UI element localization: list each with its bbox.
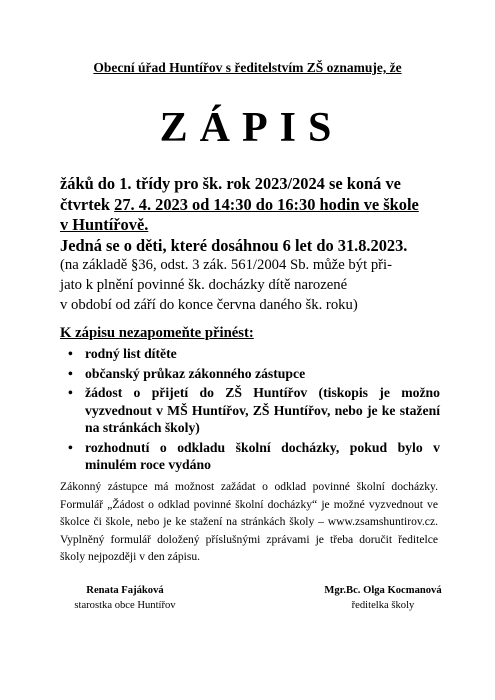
page-title: ZÁPIS: [159, 105, 344, 151]
announcement-header: Obecní úřad Huntířov s ředitelstvím ZŠ oznamuje, že: [93, 60, 402, 75]
intro-age-rule: Jedná se o děti, které dosáhnou 6 let do 31.8.2023.: [60, 235, 408, 255]
intro-line-2: [60, 195, 440, 216]
list-item: • žádost o přijetí do ZŠ Huntířov (tiskopis je možno vyzvednout v MŠ Huntířov, ZŠ Huntířov, nebo je ke stažení na stránkách školy): [68, 385, 440, 435]
list-item: • rodný list dítěte: [68, 346, 177, 361]
intro-line-1: žáků do 1. třídy pro šk. rok 2023/2024 se koná ve: [60, 174, 401, 193]
law-line-3: v období od září do konce června daného šk. roku): [60, 297, 358, 313]
intro-date-time: 27. 4. 2023 od 14:30 do 16:30 hodin ve škole: [114, 194, 419, 214]
law-line-2: jato k plnění povinné šk. docházky dítě narozené: [60, 277, 348, 293]
signature-mayor: [60, 583, 190, 613]
signature-role: starostka obce Huntířov: [74, 600, 176, 611]
intro-place: v Huntířově.: [60, 215, 149, 234]
signature-headmistress: [318, 583, 448, 613]
signature-name: Mgr.Bc. Olga Kocmanová: [324, 585, 442, 596]
signature-name: Renata Fajáková: [86, 585, 164, 596]
bullet-icon: •: [68, 346, 73, 361]
law-reference: [60, 255, 440, 315]
intro-day: čtvrtek: [60, 194, 115, 214]
bullet-icon: •: [68, 439, 73, 455]
bullet-icon: •: [68, 385, 73, 400]
bring-list: [60, 345, 440, 476]
intro-paragraph: [60, 174, 440, 256]
law-line-1: (na základě §36, odst. 3 zák. 561/2004 Sb. může být při-: [60, 257, 393, 273]
bring-heading: K zápisu nezapomeňte přinést:: [60, 325, 254, 341]
deferral-note: Zákonný zástupce má možnost zažádat o odklad povinné školní docházky. Formulář „Žádost o odklad povinné školní docházky“ je možné vyzvednout ve školce či škole, nebo je ke stažení na stránkách školy – www.zsamshuntirov.cz. Vyplněný formulář doložený příslušnými zprávami je třeba doručit ředitelce školy nejpozději v den zápisu.: [60, 480, 438, 563]
bullet-icon: •: [68, 365, 73, 381]
signature-role: ředitelka školy: [351, 600, 415, 611]
list-item: • občanský průkaz zákonného zástupce: [68, 365, 306, 381]
list-item: • rozhodnutí o odkladu školní docházky, pokud bylo v minulém roce vydáno: [68, 439, 440, 472]
